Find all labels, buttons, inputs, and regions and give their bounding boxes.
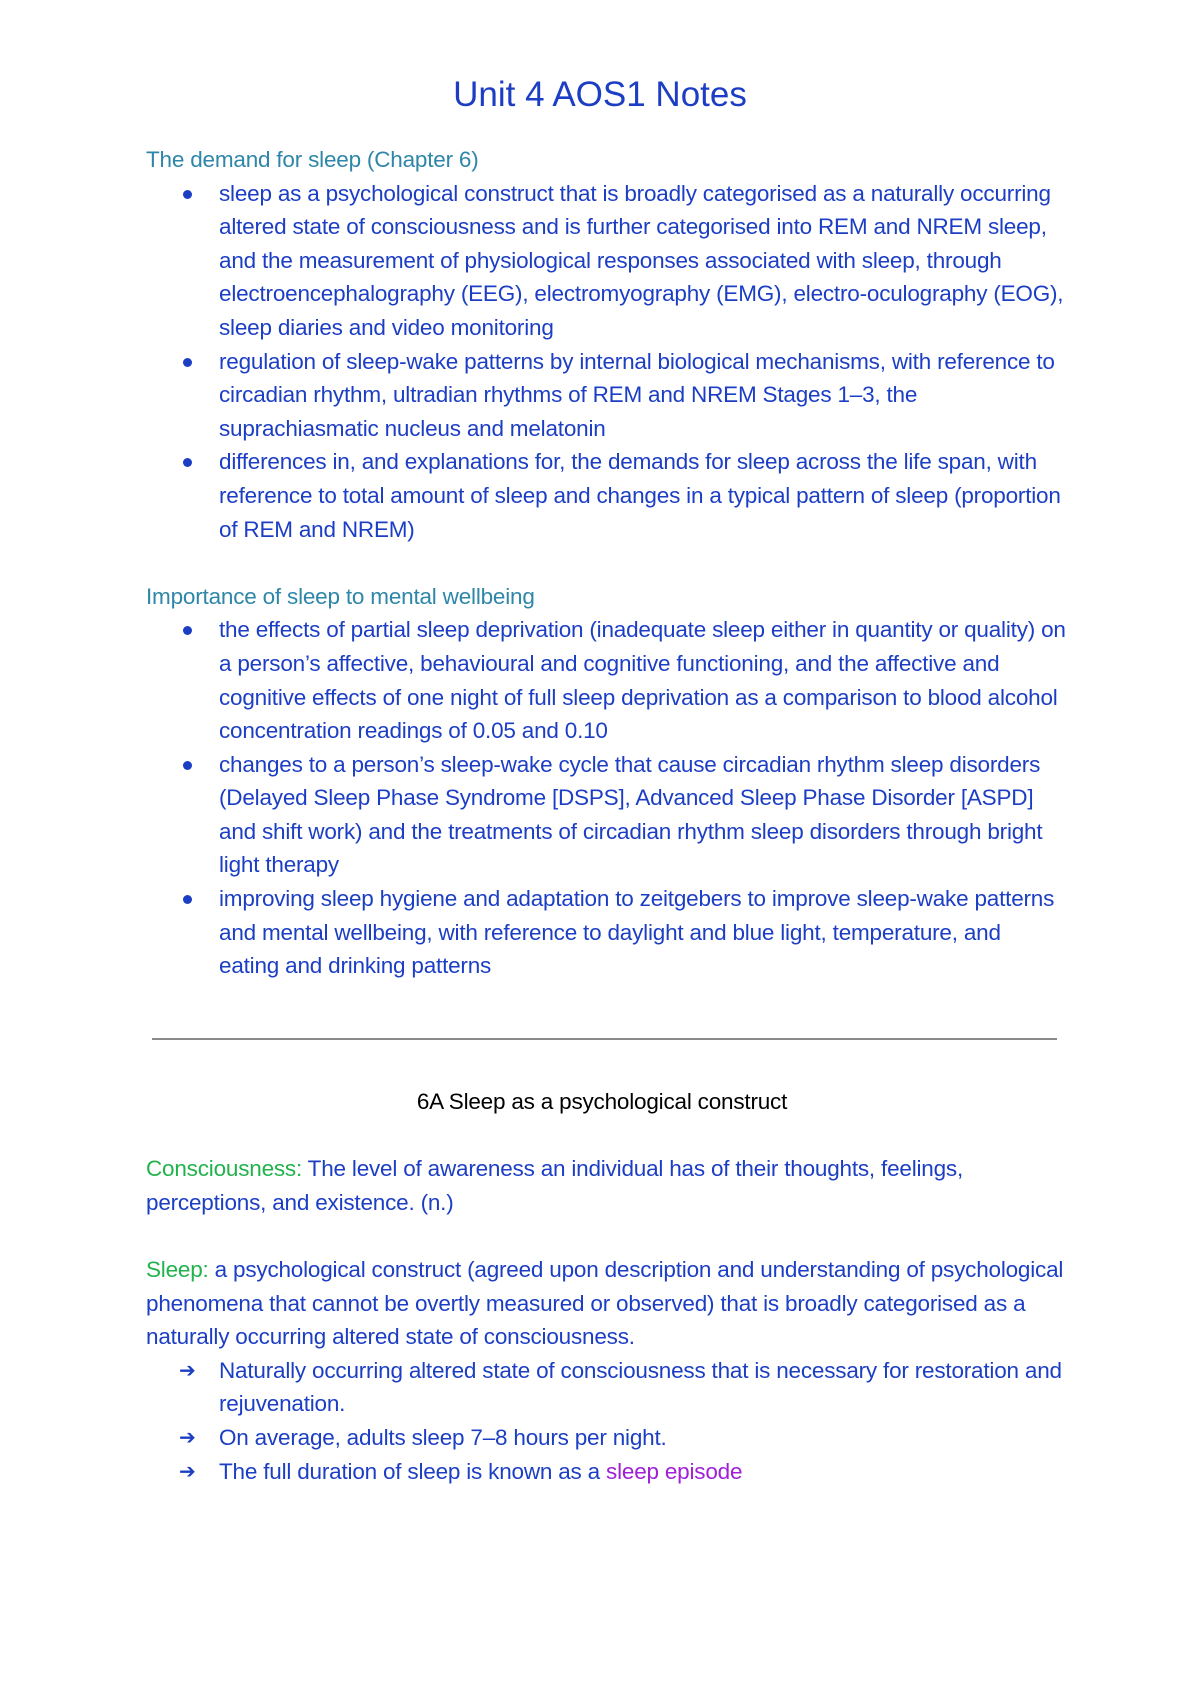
list-item: the effects of partial sleep deprivation (inadequate sleep either in quantity or quality) on a person’s affective, behavioural and cognitive functioning, and the affective and cognitive effects of one night of full sleep deprivation as a comparison to blood alcohol concentration readings of 0.05 and 0.10	[219, 613, 1066, 747]
highlighted-term-sleep-episode: sleep episode	[606, 1458, 743, 1484]
definition-consciousness	[146, 1152, 1066, 1219]
definition-sleep	[146, 1253, 1066, 1354]
arrow-right-icon: ➔	[179, 1458, 196, 1483]
list-item	[179, 1421, 1066, 1455]
list-item-text: The full duration of sleep is known as a	[219, 1458, 607, 1484]
arrow-list	[146, 1354, 1066, 1488]
term-consciousness: Consciousness:	[146, 1156, 303, 1182]
list-item: improving sleep hygiene and adaptation to zeitgebers to improve sleep-wake patterns and mental wellbeing, with reference to daylight and blue light, temperature, and eating and drinking patterns	[219, 882, 1066, 983]
section-heading-demand-for-sleep: The demand for sleep (Chapter 6)	[146, 147, 479, 172]
definition-text: The level of awareness an individual has of their thoughts, feelings, perceptions, and existence. (n.)	[146, 1156, 964, 1215]
list-item-text: Naturally occurring altered state of consciousness that is necessary for restoration and rejuvenation.	[219, 1357, 1062, 1417]
horizontal-divider	[152, 1038, 1057, 1040]
syllabus-content	[146, 143, 1066, 983]
list-item-text: On average, adults sleep 7–8 hours per night.	[219, 1424, 667, 1450]
subsection-heading: 6A Sleep as a psychological construct	[416, 1089, 788, 1114]
definition-text: a psychological construct (agreed upon description and understanding of psychological phenomena that cannot be overtly measured or observed) that is broadly categorised as a naturally occurring altered state of consciousness.	[146, 1256, 1064, 1350]
arrow-right-icon: ➔	[179, 1357, 196, 1382]
list-item: regulation of sleep-wake patterns by internal biological mechanisms, with reference to circadian rhythm, ultradian rhythms of REM and NREM Stages 1–3, the suprachiasmatic nucleus and melatonin	[219, 345, 1066, 446]
bullet-list-mental-wellbeing	[146, 613, 1066, 983]
list-item	[179, 1455, 1066, 1489]
list-item: sleep as a psychological construct that is broadly categorised as a naturally occurring altered state of consciousness and is further categorised into REM and NREM sleep, and the measurement of physiological responses associated with sleep, through electroencephalography (EEG), electromyography (EMG), electro-oculography (EOG), sleep diaries and video monitoring	[219, 177, 1066, 345]
list-item: changes to a person’s sleep-wake cycle that cause circadian rhythm sleep disorders (Delayed Sleep Phase Syndrome [DSPS], Advanced Sleep Phase Disorder [ASPD] and shift work) and the treatments of circadian rhythm sleep disorders through bright light therapy	[219, 748, 1066, 882]
term-sleep: Sleep:	[146, 1256, 209, 1282]
arrow-right-icon: ➔	[179, 1424, 196, 1449]
list-item	[179, 1354, 1066, 1421]
page-title: Unit 4 AOS1 Notes	[453, 75, 747, 114]
notes-content	[146, 1085, 1066, 1488]
section-heading-mental-wellbeing: Importance of sleep to mental wellbeing	[146, 583, 535, 609]
list-item: differences in, and explanations for, the demands for sleep across the life span, with reference to total amount of sleep and changes in a typical pattern of sleep (proportion of REM and NREM)	[219, 445, 1066, 546]
bullet-list-demand-for-sleep	[146, 177, 1066, 547]
